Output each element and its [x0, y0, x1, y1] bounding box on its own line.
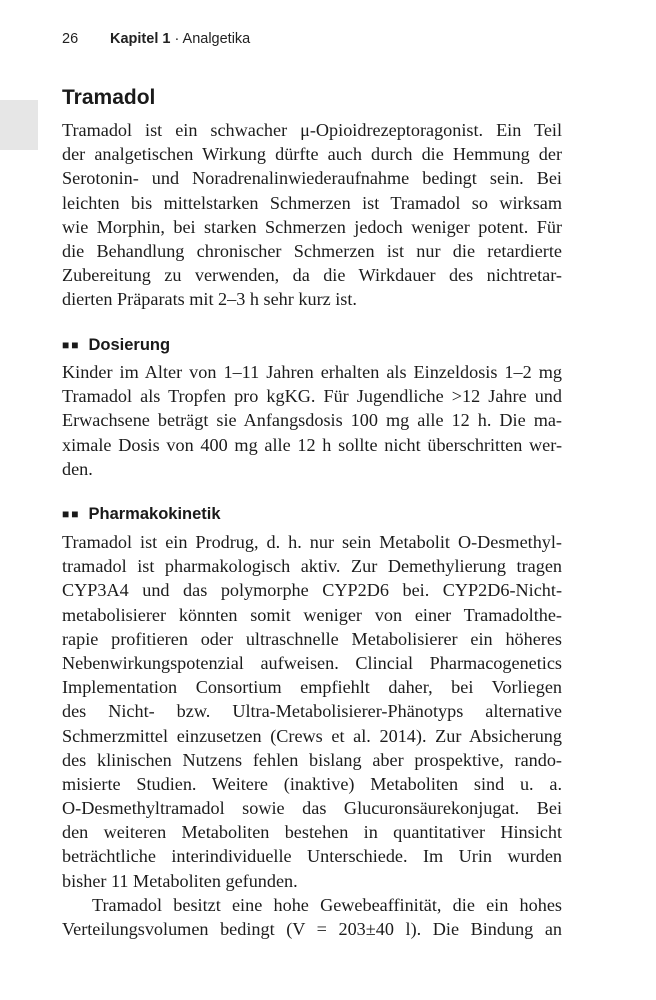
section-title: Tramadol — [62, 86, 156, 109]
text-line: rapie profitieren oder ultraschnelle Metabolisierer ein höheres — [62, 628, 562, 649]
heading-marker-icon: ■■ — [62, 338, 81, 352]
heading-marker-icon: ■■ — [62, 507, 81, 521]
dosierung-heading-text: Dosierung — [88, 336, 171, 354]
pharmakokinetik-heading — [62, 505, 221, 524]
text-line: Implementation Consortium empfiehlt daher, bei Vorliegen — [62, 677, 562, 698]
thumb-index-tab — [0, 100, 38, 150]
text-line: wie Morphin, bei starken Schmerzen jedoch weniger potent. Für — [62, 216, 562, 237]
text-line: Erwachsene beträgt sie Anfangsdosis 100 mg alle 12 h. Die ma- — [62, 410, 562, 431]
text-line: Verteilungsvolumen bedingt (V = 203±40 l). Die Bindung an — [62, 919, 562, 940]
text-line: dierten Präparats mit 2–3 h sehr kurz ist. — [62, 289, 357, 310]
intro-paragraph — [62, 118, 562, 312]
text-line: metabolisierer könnten somit weniger von einer Tramadolthe- — [62, 604, 562, 625]
text-line: misierte Studien. Weitere (inaktive) Metaboliten sind u. a. — [62, 773, 562, 794]
text-line: tramadol ist pharmakologisch aktiv. Zur Demethylierung tragen — [62, 556, 562, 577]
text-line: bisher 11 Metaboliten gefunden. — [62, 870, 298, 891]
pharmakokinetik-paragraph-2 — [62, 893, 562, 941]
text-line: Tramadol ist ein Prodrug, d. h. nur sein Metabolit O-Desmethyl- — [62, 532, 562, 552]
text-line: Tramadol besitzt eine hohe Gewebeaffinität, die ein hohes — [92, 895, 562, 915]
dosierung-paragraph — [62, 360, 562, 481]
text-line: Schmerzmittel einzusetzen (Crews et al. 2014). Zur Absicherung — [62, 725, 562, 746]
text-line: des klinischen Nutzens fehlen bislang aber prospektive, rando- — [62, 749, 562, 770]
text-line: beträchtliche interindividuelle Unterschiede. Im Urin wurden — [62, 846, 562, 867]
text-line: CYP3A4 und das polymorphe CYP2D6 bei. CYP2D6-Nicht- — [62, 580, 562, 601]
text-line: leichten bis mittelstarken Schmerzen ist Tramadol so wirksam — [62, 192, 562, 213]
text-line: Tramadol als Tropfen pro kgKG. Für Jugendliche >12 Jahre und — [62, 386, 562, 407]
text-line: der analgetischen Wirkung dürfte auch durch die Hemmung der — [62, 144, 562, 165]
text-line: die Behandlung chronischer Schmerzen ist nur die retardierte — [62, 240, 562, 261]
page-number: 26 — [62, 31, 79, 47]
text-line: O-Desmethyltramadol sowie das Glucuronsäurekonjugat. Bei — [62, 798, 562, 819]
chapter-title: Analgetika — [182, 31, 251, 47]
dosierung-heading — [62, 336, 170, 355]
text-line: den weiteren Metaboliten bestehen in quantitativer Hinsicht — [62, 822, 562, 843]
text-line: Tramadol ist ein schwacher μ-Opioidrezeptoragonist. Ein Teil — [62, 120, 562, 140]
text-line: den. — [62, 458, 93, 479]
text-line: Kinder im Alter von 1–11 Jahren erhalten als Einzeldosis 1–2 mg — [62, 362, 562, 382]
text-line: Nebenwirkungspotenzial aufweisen. Clincial Pharmacogenetics — [62, 652, 562, 673]
text-line: ximale Dosis von 400 mg alle 12 h sollte nicht überschritten wer- — [62, 434, 562, 455]
text-line: Serotonin- und Noradrenalinwiederaufnahme bedingt sein. Bei — [62, 168, 562, 189]
pharmakokinetik-heading-text: Pharmakokinetik — [88, 505, 221, 523]
text-line: des Nicht- bzw. Ultra-Metabolisierer-Phänotyps alternative — [62, 701, 562, 722]
text-line: Zubereitung zu verwenden, da die Wirkdauer des nichtretar- — [62, 265, 562, 286]
pharmakokinetik-paragraph — [62, 530, 562, 893]
chapter-label: Kapitel 1 — [110, 31, 171, 47]
header-separator: · — [170, 31, 183, 47]
running-head — [62, 31, 250, 47]
